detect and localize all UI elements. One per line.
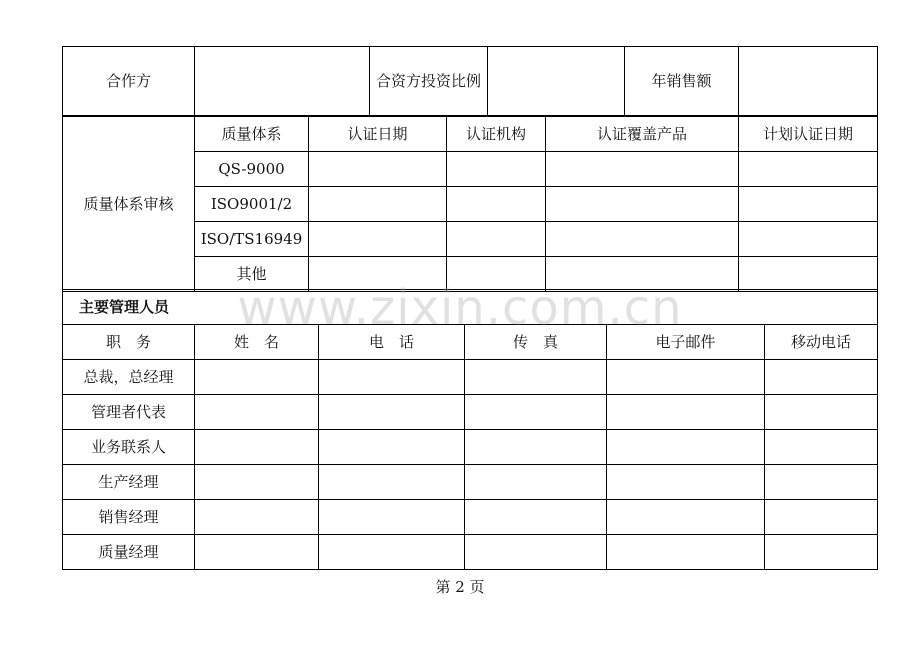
name-cell[interactable] bbox=[195, 465, 319, 500]
mobile-cell[interactable] bbox=[765, 360, 878, 395]
table-row bbox=[63, 465, 878, 500]
name-cell[interactable] bbox=[195, 395, 319, 430]
role-production-manager: 生产经理 bbox=[63, 465, 195, 500]
management-section-title: 主要管理人员 bbox=[63, 290, 878, 325]
quality-audit-label: 质量体系审核 bbox=[63, 117, 195, 292]
name-cell[interactable] bbox=[195, 430, 319, 465]
fax-cell[interactable] bbox=[465, 500, 607, 535]
header-quality-system: 质量体系 bbox=[195, 117, 309, 152]
fax-cell[interactable] bbox=[465, 395, 607, 430]
header-cert-products: 认证覆盖产品 bbox=[546, 117, 739, 152]
page-number: 第 2 页 bbox=[435, 578, 485, 596]
investment-ratio-value-cell[interactable] bbox=[488, 47, 625, 116]
table-row bbox=[63, 535, 878, 570]
header-planned-cert-date: 计划认证日期 bbox=[739, 117, 878, 152]
name-cell[interactable] bbox=[195, 360, 319, 395]
phone-cell[interactable] bbox=[319, 430, 465, 465]
mobile-cell[interactable] bbox=[765, 535, 878, 570]
email-cell[interactable] bbox=[607, 500, 765, 535]
header-phone: 电 话 bbox=[319, 325, 465, 360]
management-table bbox=[62, 289, 878, 570]
role-president: 总裁，总经理 bbox=[63, 360, 195, 395]
role-management-rep: 管理者代表 bbox=[63, 395, 195, 430]
partner-table bbox=[62, 46, 878, 116]
email-cell[interactable] bbox=[607, 465, 765, 500]
header-position: 职 务 bbox=[63, 325, 195, 360]
email-cell[interactable] bbox=[607, 360, 765, 395]
mobile-cell[interactable] bbox=[765, 500, 878, 535]
system-qs9000: QS-9000 bbox=[195, 152, 309, 187]
cert-products-cell[interactable] bbox=[546, 152, 739, 187]
header-name: 姓 名 bbox=[195, 325, 319, 360]
phone-cell[interactable] bbox=[319, 395, 465, 430]
header-cert-body: 认证机构 bbox=[447, 117, 546, 152]
planned-date-cell[interactable] bbox=[739, 222, 878, 257]
email-cell[interactable] bbox=[607, 430, 765, 465]
annual-sales-value-cell[interactable] bbox=[739, 47, 878, 116]
cert-date-cell[interactable] bbox=[309, 257, 447, 292]
email-cell[interactable] bbox=[607, 395, 765, 430]
fax-cell[interactable] bbox=[465, 360, 607, 395]
partner-value-cell[interactable] bbox=[195, 47, 370, 116]
phone-cell[interactable] bbox=[319, 360, 465, 395]
mobile-cell[interactable] bbox=[765, 395, 878, 430]
table-row bbox=[63, 430, 878, 465]
cert-body-cell[interactable] bbox=[447, 257, 546, 292]
cert-products-cell[interactable] bbox=[546, 187, 739, 222]
partner-label: 合作方 bbox=[63, 47, 195, 116]
phone-cell[interactable] bbox=[319, 535, 465, 570]
cert-date-cell[interactable] bbox=[309, 152, 447, 187]
phone-cell[interactable] bbox=[319, 500, 465, 535]
mobile-cell[interactable] bbox=[765, 430, 878, 465]
investment-ratio-label: 合资方投资比例 bbox=[370, 47, 488, 116]
system-iso9001: ISO9001/2 bbox=[195, 187, 309, 222]
cert-body-cell[interactable] bbox=[447, 152, 546, 187]
system-iso-ts16949: ISO/TS16949 bbox=[195, 222, 309, 257]
mobile-cell[interactable] bbox=[765, 465, 878, 500]
phone-cell[interactable] bbox=[319, 465, 465, 500]
role-business-contact: 业务联系人 bbox=[63, 430, 195, 465]
header-fax: 传 真 bbox=[465, 325, 607, 360]
planned-date-cell[interactable] bbox=[739, 257, 878, 292]
cert-body-cell[interactable] bbox=[447, 187, 546, 222]
header-mobile: 移动电话 bbox=[765, 325, 878, 360]
fax-cell[interactable] bbox=[465, 465, 607, 500]
quality-audit-table bbox=[62, 116, 878, 292]
role-sales-manager: 销售经理 bbox=[63, 500, 195, 535]
cert-date-cell[interactable] bbox=[309, 187, 447, 222]
name-cell[interactable] bbox=[195, 500, 319, 535]
table-row bbox=[63, 500, 878, 535]
fax-cell[interactable] bbox=[465, 430, 607, 465]
planned-date-cell[interactable] bbox=[739, 187, 878, 222]
email-cell[interactable] bbox=[607, 535, 765, 570]
name-cell[interactable] bbox=[195, 535, 319, 570]
watermark: www.zixin.com.cn bbox=[237, 280, 683, 336]
cert-body-cell[interactable] bbox=[447, 222, 546, 257]
cert-products-cell[interactable] bbox=[546, 222, 739, 257]
table-row bbox=[63, 395, 878, 430]
system-other: 其他 bbox=[195, 257, 309, 292]
planned-date-cell[interactable] bbox=[739, 152, 878, 187]
cert-date-cell[interactable] bbox=[309, 222, 447, 257]
fax-cell[interactable] bbox=[465, 535, 607, 570]
role-quality-manager: 质量经理 bbox=[63, 535, 195, 570]
table-row bbox=[63, 360, 878, 395]
annual-sales-label: 年销售额 bbox=[625, 47, 739, 116]
header-cert-date: 认证日期 bbox=[309, 117, 447, 152]
cert-products-cell[interactable] bbox=[546, 257, 739, 292]
header-email: 电子邮件 bbox=[607, 325, 765, 360]
